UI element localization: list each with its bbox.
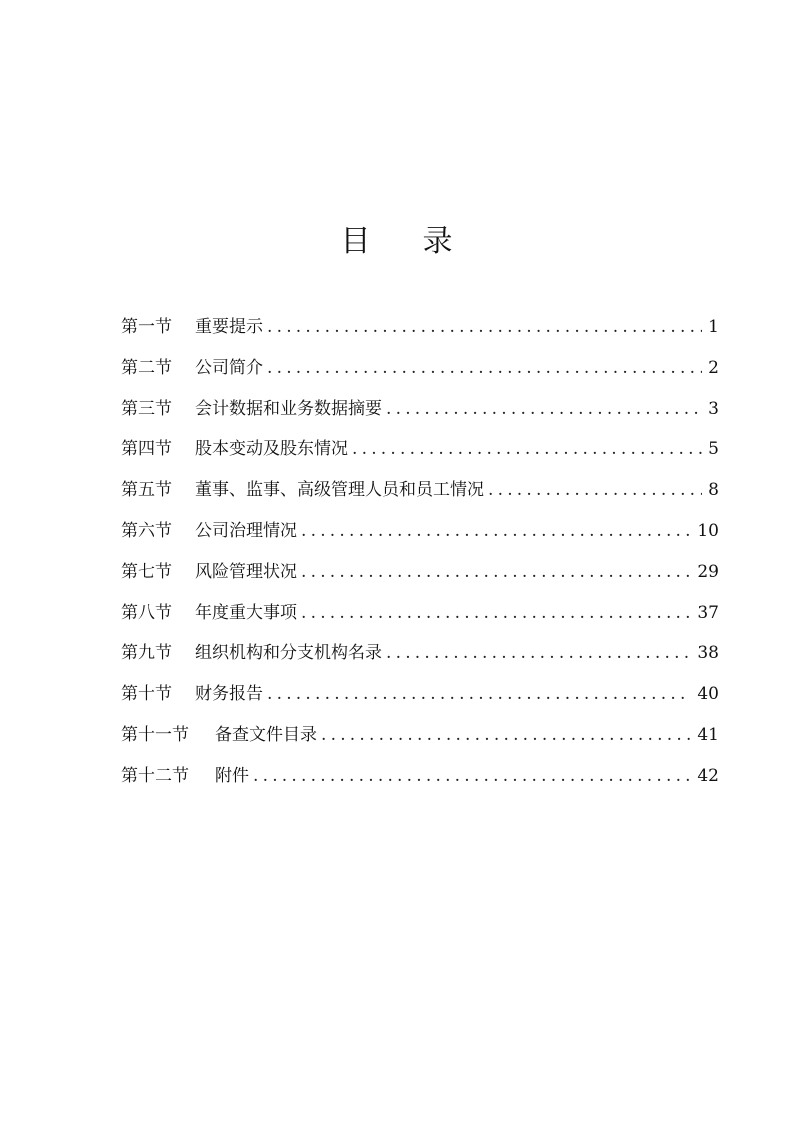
toc-section-number: 第十节 — [121, 684, 172, 705]
toc-section-title: 会计数据和业务数据摘要 — [195, 398, 382, 419]
toc-dot-leader — [301, 599, 691, 627]
toc-dot-leader — [301, 558, 691, 586]
toc-section-number: 第十二节 — [121, 765, 189, 786]
toc-section-title: 备查文件目录 — [215, 724, 317, 745]
toc-entry[interactable] — [121, 354, 719, 395]
title-char-1: 目 — [340, 224, 371, 259]
toc-page-number: 37 — [697, 602, 719, 623]
toc-section-title: 附件 — [215, 765, 249, 786]
toc-page-number: 42 — [697, 765, 719, 786]
toc-section-title: 股本变动及股东情况 — [195, 439, 348, 460]
toc-entry[interactable] — [121, 313, 719, 354]
toc-section-title: 风险管理状况 — [195, 561, 297, 582]
toc-page-number: 3 — [708, 398, 719, 419]
toc-page-number: 40 — [697, 684, 719, 705]
toc-page-number: 38 — [697, 643, 719, 664]
toc-page-number: 2 — [708, 357, 719, 378]
toc-dot-leader — [386, 639, 691, 667]
page-title — [0, 222, 793, 262]
toc-entry[interactable] — [121, 517, 719, 558]
toc-section-number: 第五节 — [121, 480, 172, 501]
toc-page-number: 10 — [697, 520, 719, 541]
toc-section-number: 第四节 — [121, 439, 172, 460]
toc-section-title: 年度重大事项 — [195, 602, 297, 623]
title-char-2: 录 — [422, 224, 453, 259]
toc-dot-leader — [267, 313, 702, 341]
toc-entry[interactable] — [121, 639, 719, 680]
toc-page-number: 41 — [697, 724, 719, 745]
toc-section-number: 第十一节 — [121, 724, 189, 745]
toc-section-title: 财务报告 — [195, 684, 263, 705]
toc-entry[interactable] — [121, 558, 719, 599]
toc-entry[interactable] — [121, 762, 719, 803]
toc-dot-leader — [488, 476, 702, 504]
toc-page-number: 1 — [708, 317, 719, 337]
toc-page-number: 8 — [708, 480, 719, 501]
toc-section-number: 第二节 — [121, 357, 172, 378]
toc-dot-leader — [267, 680, 691, 708]
toc-section-title: 董事、监事、高级管理人员和员工情况 — [195, 480, 484, 501]
toc-section-number: 第九节 — [121, 643, 172, 664]
toc-entry[interactable] — [121, 721, 719, 762]
toc-section-title: 公司治理情况 — [195, 520, 297, 541]
toc-section-title: 重要提示 — [195, 317, 263, 337]
toc-entry[interactable] — [121, 395, 719, 436]
toc-dot-leader — [301, 517, 691, 545]
toc-page-number: 29 — [697, 561, 719, 582]
toc-section-title: 组织机构和分支机构名录 — [195, 643, 382, 664]
toc-dot-leader — [352, 435, 702, 463]
toc-entry[interactable] — [121, 476, 719, 517]
toc-section-number: 第三节 — [121, 398, 172, 419]
toc-dot-leader — [267, 354, 702, 382]
table-of-contents — [121, 313, 719, 803]
toc-dot-leader — [253, 762, 691, 790]
toc-section-number: 第八节 — [121, 602, 172, 623]
toc-section-number: 第六节 — [121, 520, 172, 541]
toc-dot-leader — [386, 395, 702, 423]
toc-entry[interactable] — [121, 435, 719, 476]
toc-page-number: 5 — [708, 439, 719, 460]
toc-dot-leader — [321, 721, 691, 749]
toc-section-number: 第一节 — [121, 317, 172, 337]
toc-section-number: 第七节 — [121, 561, 172, 582]
toc-section-title: 公司简介 — [195, 357, 263, 378]
toc-entry[interactable] — [121, 599, 719, 640]
toc-entry[interactable] — [121, 680, 719, 721]
